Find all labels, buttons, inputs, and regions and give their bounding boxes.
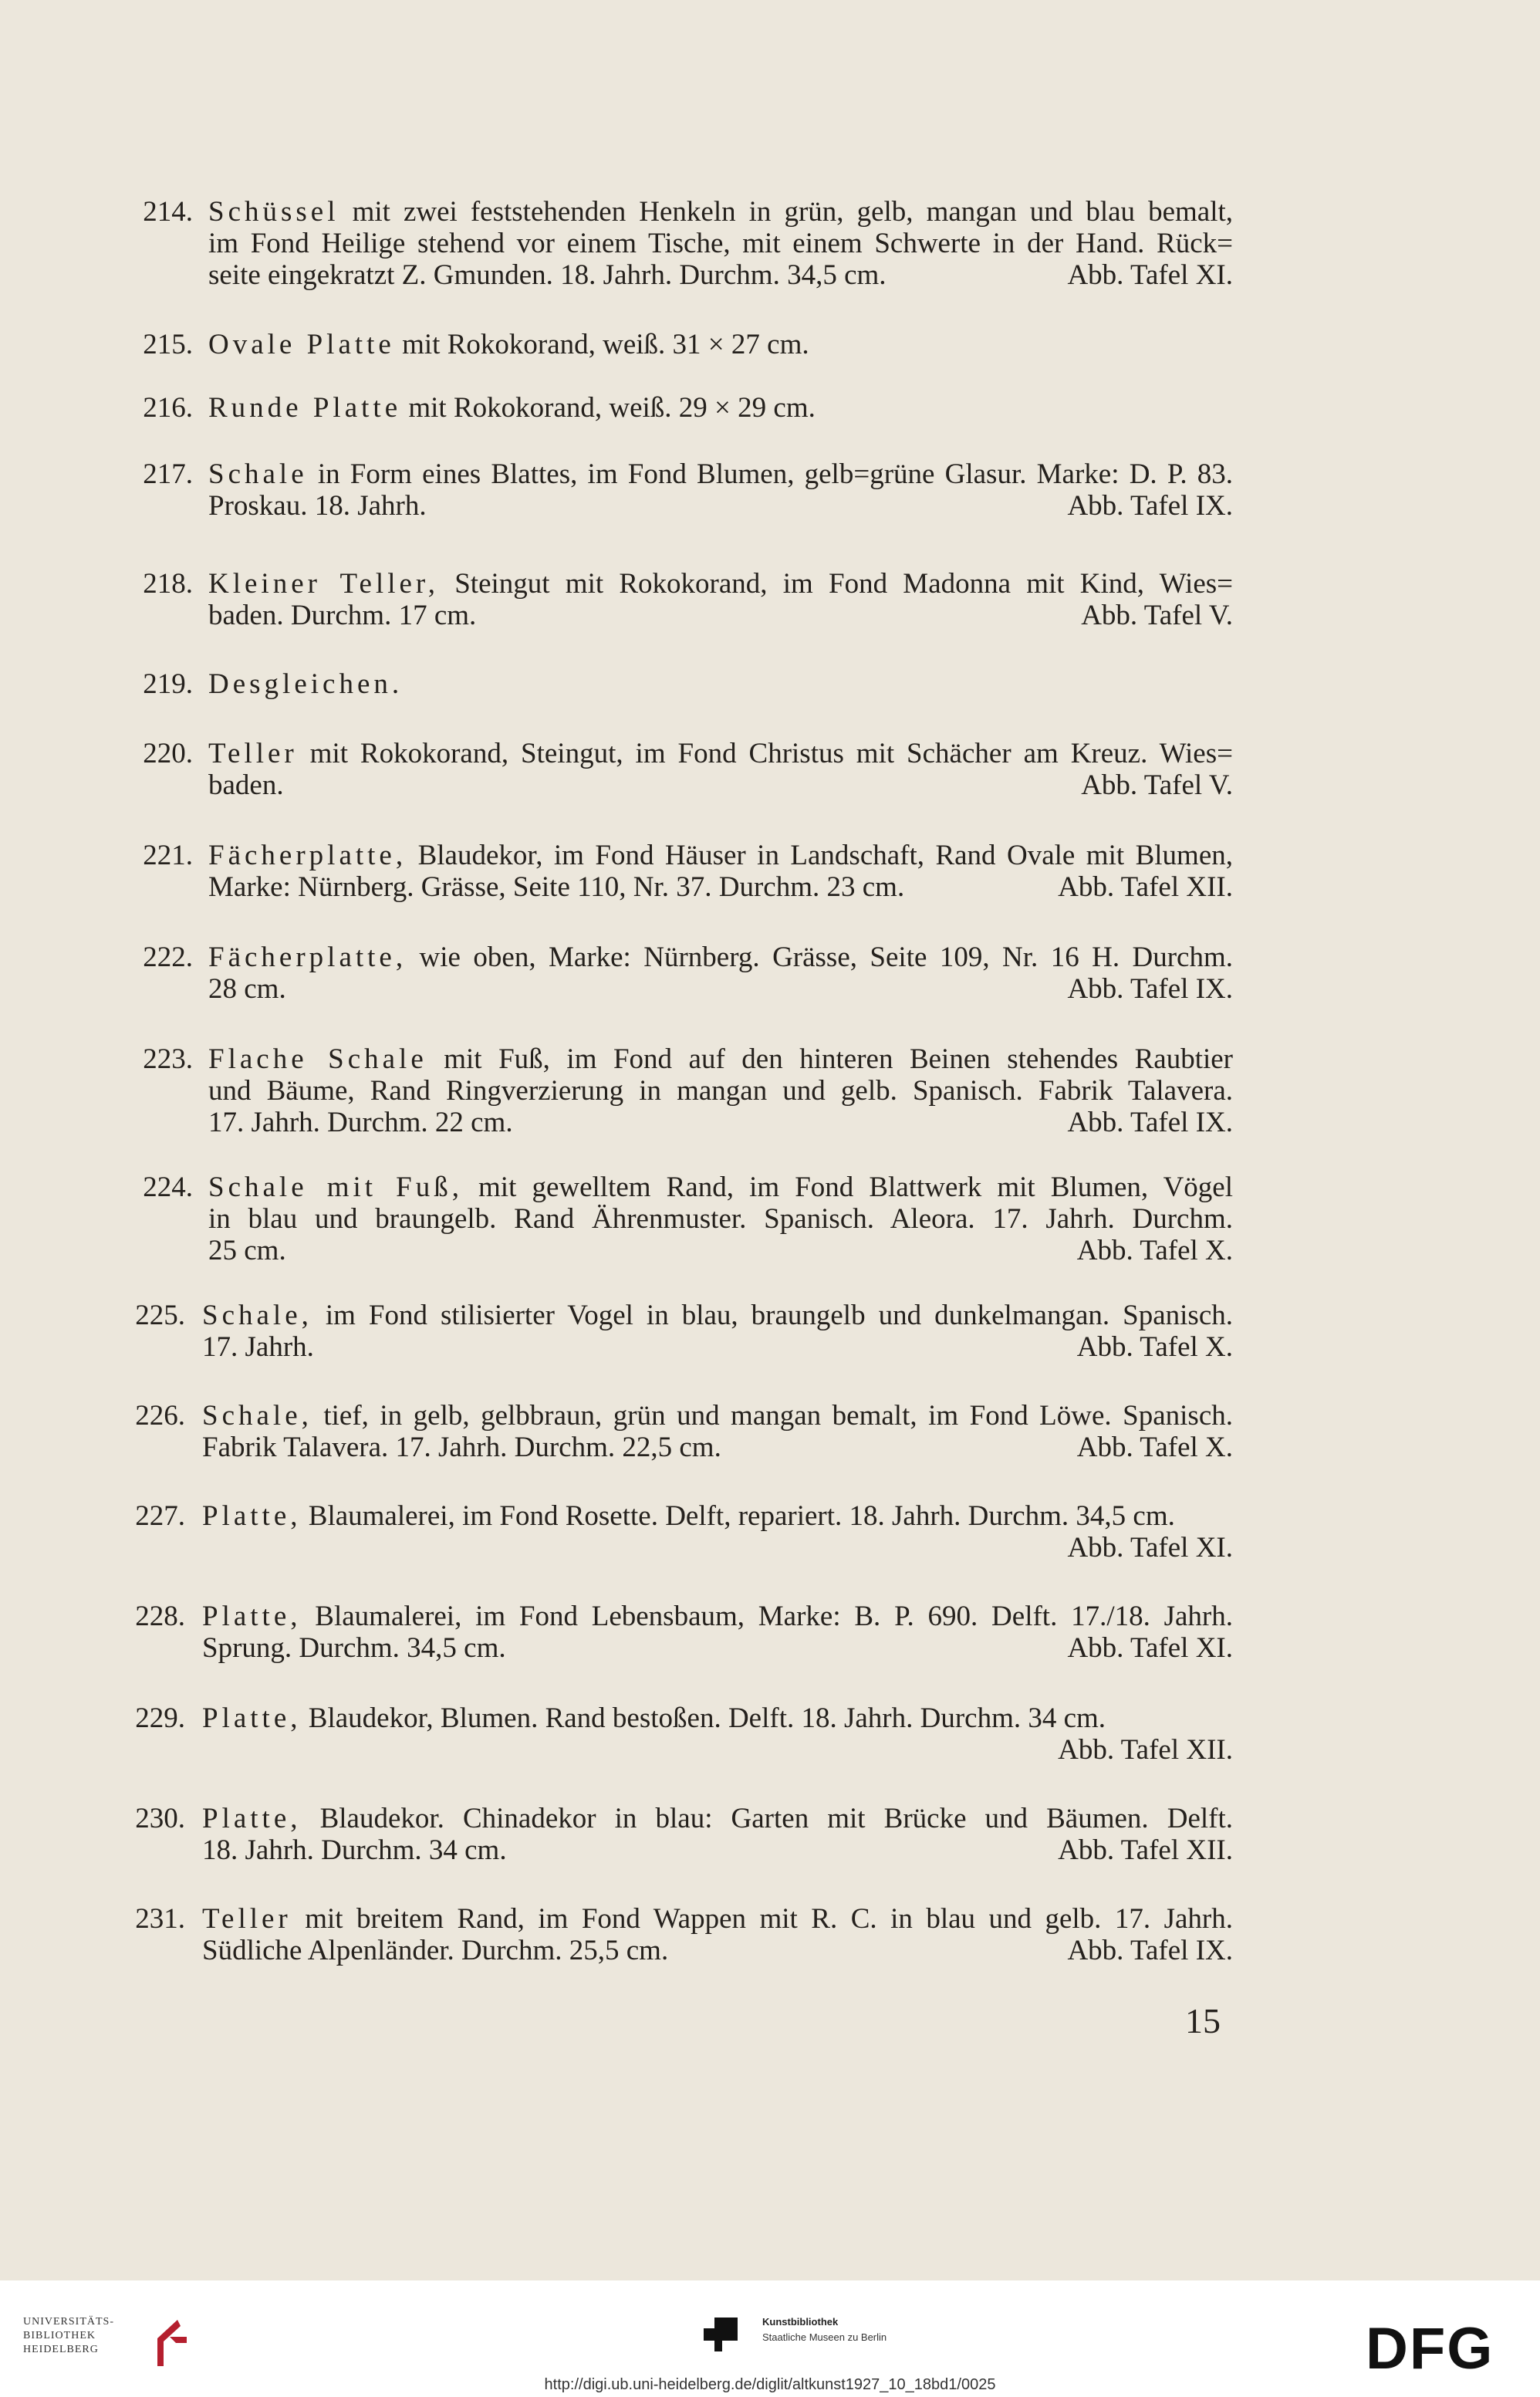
entry-number: 218.: [143, 568, 193, 600]
plate-reference: Abb. Tafel X.: [1076, 1235, 1233, 1266]
entry-number: 219.: [143, 668, 193, 700]
entry-line: [208, 228, 1233, 259]
entry-body: [208, 329, 1233, 360]
kunstbibliothek-icon: [704, 2318, 738, 2351]
entry-text: in blau und braungelb. Rand Ährenmuster. Spanisch. Aleora. 17. Jahrh. Durchm.: [208, 1203, 1233, 1235]
entry-body: [208, 458, 1233, 522]
entry-line: [202, 1300, 1233, 1331]
entry-keyword: Fächerplatte,: [208, 840, 407, 871]
entry-line: [208, 259, 1233, 291]
entry-line: [208, 1203, 1233, 1235]
entry-text: mit Rokokorand, weiß. 29 × 29 cm.: [408, 392, 816, 424]
page-number: 15: [1185, 2001, 1221, 2040]
entry-line: [202, 1632, 1233, 1664]
plate-reference: Abb. Tafel IX.: [1067, 973, 1233, 1005]
entry-line: [202, 1432, 1233, 1463]
entry-keyword: Fächerplatte,: [208, 942, 407, 973]
entry-keyword: Desgleichen.: [208, 668, 404, 700]
entry-keyword: Schale mit Fuß,: [208, 1171, 463, 1203]
kunstbibliothek-logo[interactable]: [704, 2311, 958, 2358]
permalink-url[interactable]: http://digi.ub.uni-heidelberg.de/diglit/altkunst1927_10_18bd1/0025: [544, 2376, 996, 2393]
entry-text: Steingut mit Rokokorand, im Fond Madonna mit Kind, Wies=: [454, 568, 1234, 600]
entry-line: [208, 329, 1233, 360]
entry-text: Proskau. 18. Jahrh.: [208, 490, 427, 522]
university-line-1: UNIVERSITÄTS-: [23, 2316, 114, 2328]
entry-text: im Fond stilisierter Vogel in blau, braungelb und dunkelmangan. Spanisch.: [325, 1300, 1233, 1331]
kunstbibliothek-name: Kunstbibliothek: [762, 2316, 839, 2328]
entry-line: [208, 1171, 1233, 1203]
entry-body: [208, 942, 1233, 1005]
entry-body: [208, 196, 1233, 291]
entry-text: mit Rokokorand, Steingut, im Fond Christus mit Schächer am Kreuz. Wies=: [309, 738, 1233, 769]
entry-body: [208, 568, 1233, 631]
entry-text: tief, in gelb, gelbbraun, grün und mangan bemalt, im Fond Löwe. Spanisch.: [323, 1400, 1234, 1432]
entry-body: [202, 1702, 1233, 1766]
plate-reference: Abb. Tafel XII.: [1058, 1734, 1233, 1766]
entry-number: 214.: [143, 196, 193, 228]
entry-keyword: Teller: [202, 1903, 292, 1935]
entry-text: Blaumalerei, im Fond Rosette. Delft, repariert. 18. Jahrh. Durchm. 34,5 cm.: [308, 1500, 1175, 1532]
entry-line: [208, 973, 1233, 1005]
entry-text: 17. Jahrh.: [202, 1331, 314, 1363]
plate-reference: Abb. Tafel X.: [1076, 1331, 1233, 1363]
entry-text: Blaudekor. Chinadekor in blau: Garten mit Brücke und Bäumen. Delft.: [319, 1803, 1233, 1834]
entry-line: [202, 1400, 1233, 1432]
entry-body: [208, 392, 1233, 424]
university-line-3: HEIDELBERG: [23, 2344, 99, 2355]
entry-keyword: Platte,: [202, 1500, 302, 1532]
entry-body: [208, 840, 1233, 903]
entry-line: [208, 392, 1233, 424]
entry-text: Südliche Alpenländer. Durchm. 25,5 cm.: [202, 1935, 669, 1966]
entry-text: mit Fuß, im Fond auf den hinteren Beinen stehendes Raubtier: [444, 1043, 1233, 1075]
entry-line: [202, 1331, 1233, 1363]
entry-number: 220.: [143, 738, 193, 769]
entry-line: [208, 1075, 1233, 1107]
entry-text: baden. Durchm. 17 cm.: [208, 600, 477, 631]
entry-line: [208, 600, 1233, 631]
plate-reference: Abb. Tafel XI.: [1067, 1632, 1233, 1664]
entry-number: 223.: [143, 1043, 193, 1075]
entry-keyword: Schale: [208, 458, 308, 490]
entry-line: [208, 568, 1233, 600]
entry-number: 230.: [135, 1803, 185, 1834]
entry-number: 224.: [143, 1171, 193, 1203]
entry-line: [208, 738, 1233, 769]
entry-keyword: Platte,: [202, 1601, 302, 1632]
plate-reference: Abb. Tafel X.: [1076, 1432, 1233, 1463]
entry-keyword: Flache Schale: [208, 1043, 427, 1075]
entry-text: mit gewelltem Rand, im Fond Blattwerk mit Blumen, Vögel: [478, 1171, 1233, 1203]
entry-body: [202, 1803, 1233, 1866]
entry-line: [202, 1903, 1233, 1935]
entry-text: 25 cm.: [208, 1235, 286, 1266]
entry-line: [202, 1702, 1233, 1734]
entry-text: mit Rokokorand, weiß. 31 × 27 cm.: [402, 329, 809, 360]
entry-keyword: Schüssel: [208, 196, 339, 228]
entry-line: [208, 668, 1233, 700]
entry-text: im Fond Heilige stehend vor einem Tische, mit einem Schwerte in der Hand. Rück=: [208, 228, 1233, 259]
entry-number: 221.: [143, 840, 193, 871]
plate-reference: Abb. Tafel XII.: [1058, 1834, 1233, 1866]
entry-number: 226.: [135, 1400, 185, 1432]
entry-text: 28 cm.: [208, 973, 286, 1005]
entry-text: mit breitem Rand, im Fond Wappen mit R. C. in blau und gelb. 17. Jahrh.: [305, 1903, 1233, 1935]
entry-number: 215.: [143, 329, 193, 360]
entry-text: wie oben, Marke: Nürnberg. Grässe, Seite 109, Nr. 16 H. Durchm.: [419, 942, 1234, 973]
entry-text: mit zwei feststehenden Henkeln in grün, gelb, mangan und blau bemalt,: [352, 196, 1234, 228]
entry-text: Fabrik Talavera. 17. Jahrh. Durchm. 22,5 cm.: [202, 1432, 721, 1463]
entry-line: [202, 1500, 1233, 1532]
entry-keyword: Schale,: [202, 1400, 312, 1432]
dfg-logo[interactable]: [1366, 2319, 1520, 2377]
entry-keyword: Platte,: [202, 1803, 302, 1834]
entry-text: Marke: Nürnberg. Grässe, Seite 110, Nr. 37. Durchm. 23 cm.: [208, 871, 905, 903]
entry-keyword: Teller: [208, 738, 298, 769]
entry-text: Blaudekor, im Fond Häuser in Landschaft, Rand Ovale mit Blumen,: [417, 840, 1233, 871]
entry-text: seite eingekratzt Z. Gmunden. 18. Jahrh. Durchm. 34,5 cm.: [208, 259, 887, 291]
entry-text: Blaumalerei, im Fond Lebensbaum, Marke: B. P. 690. Delft. 17./18. Jahrh.: [315, 1601, 1233, 1632]
entry-line: [202, 1601, 1233, 1632]
dfg-logo-text: DFG: [1366, 2319, 1494, 2377]
entry-keyword: Runde Platte: [208, 392, 402, 424]
plate-reference: Abb. Tafel V.: [1081, 600, 1233, 631]
entry-body: [208, 1171, 1233, 1266]
entry-line: [208, 1235, 1233, 1266]
entry-body: [208, 738, 1233, 801]
entry-body: [208, 1043, 1233, 1138]
entry-line: [208, 458, 1233, 490]
entry-text: Blaudekor, Blumen. Rand bestoßen. Delft. 18. Jahrh. Durchm. 34 cm.: [308, 1702, 1106, 1734]
university-line-2: BIBLIOTHEK: [23, 2330, 96, 2341]
entry-body: [202, 1500, 1233, 1564]
entry-number: 231.: [135, 1903, 185, 1935]
plate-reference: Abb. Tafel IX.: [1067, 1935, 1233, 1966]
entry-text: und Bäume, Rand Ringverzierung in mangan und gelb. Spanisch. Fabrik Talavera.: [208, 1075, 1233, 1107]
entry-line: [208, 871, 1233, 903]
entry-line: [208, 1043, 1233, 1075]
entry-text: in Form eines Blattes, im Fond Blumen, gelb=grüne Glasur. Marke: D. P. 83.: [317, 458, 1234, 490]
entry-number: 229.: [135, 1702, 185, 1734]
entry-line: [208, 1107, 1233, 1138]
entry-line: [208, 840, 1233, 871]
entry-text: 17. Jahrh. Durchm. 22 cm.: [208, 1107, 513, 1138]
plate-reference: Abb. Tafel XI.: [1067, 259, 1233, 291]
plate-reference: Abb. Tafel IX.: [1067, 1107, 1233, 1138]
entry-line: [208, 196, 1233, 228]
plate-reference: Abb. Tafel IX.: [1067, 490, 1233, 522]
entry-text: 18. Jahrh. Durchm. 34 cm.: [202, 1834, 507, 1866]
entry-number: 216.: [143, 392, 193, 424]
entry-line: [202, 1935, 1233, 1966]
entry-body: [202, 1903, 1233, 1966]
entry-text: baden.: [208, 769, 284, 801]
entry-keyword: Platte,: [202, 1702, 302, 1734]
plate-reference: Abb. Tafel XII.: [1058, 871, 1233, 903]
plate-reference: Abb. Tafel V.: [1081, 769, 1233, 801]
entry-line: [202, 1834, 1233, 1866]
university-mark-icon: [147, 2315, 193, 2369]
entry-body: [202, 1601, 1233, 1664]
footer-bar: [0, 2280, 1540, 2397]
entry-keyword: Ovale Platte: [208, 329, 395, 360]
entry-body: [202, 1400, 1233, 1463]
kunstbibliothek-subtitle: Staatliche Museen zu Berlin: [762, 2331, 887, 2343]
entry-body: [208, 668, 1233, 700]
university-library-logo[interactable]: [23, 2315, 208, 2369]
entry-keyword: Kleiner Teller,: [208, 568, 440, 600]
entry-number: 228.: [135, 1601, 185, 1632]
entry-number: 227.: [135, 1500, 185, 1532]
entry-number: 225.: [135, 1300, 185, 1331]
entry-number: 217.: [143, 458, 193, 490]
entry-number: 222.: [143, 942, 193, 973]
entry-line: [202, 1803, 1233, 1834]
plate-reference: Abb. Tafel XI.: [1067, 1532, 1233, 1564]
entry-line: [208, 769, 1233, 801]
entry-keyword: Schale,: [202, 1300, 312, 1331]
entry-body: [202, 1300, 1233, 1363]
entry-line: [208, 942, 1233, 973]
entry-text: Sprung. Durchm. 34,5 cm.: [202, 1632, 506, 1664]
entry-line: [208, 490, 1233, 522]
